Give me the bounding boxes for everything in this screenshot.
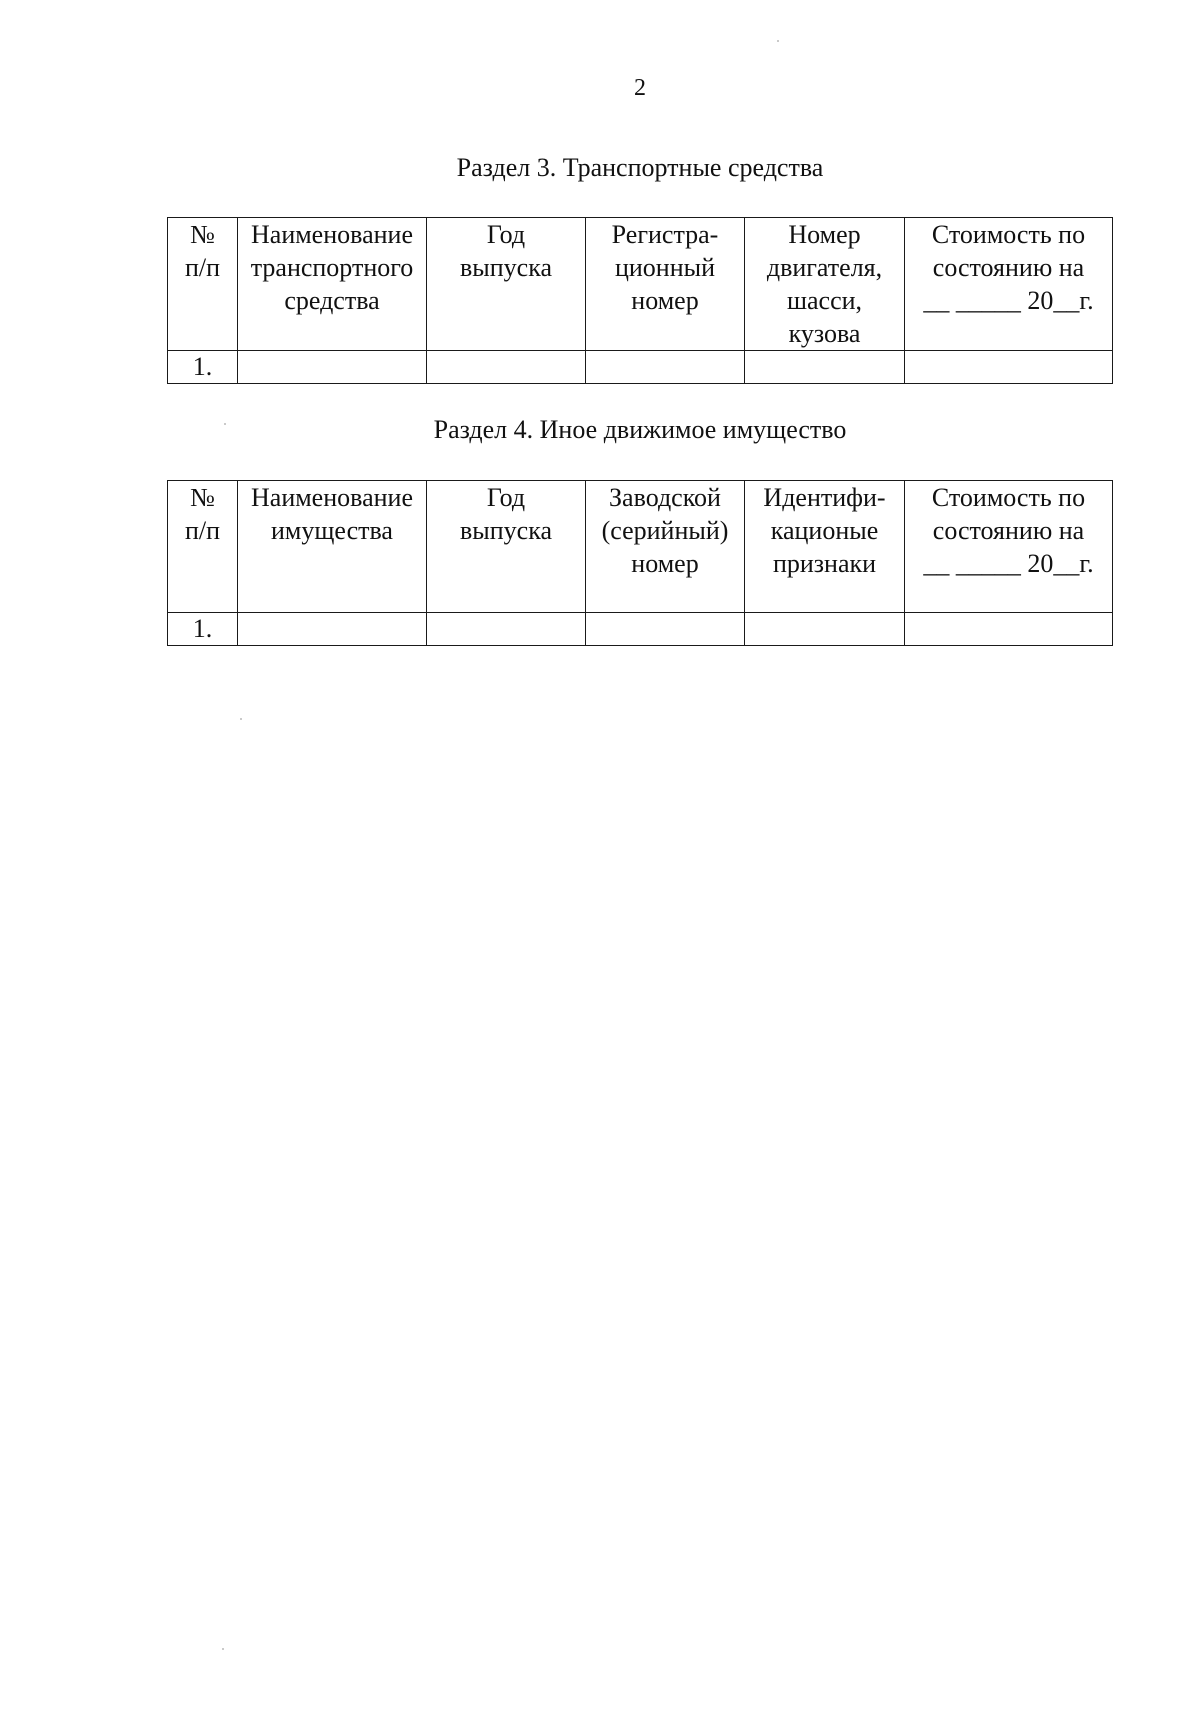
table-cell[interactable] [238,351,427,384]
scan-speck [777,40,779,42]
header-line: № [190,220,215,249]
header-line: состоянию на [932,516,1085,545]
header-line: номер [631,549,699,578]
table-header-row [168,481,1113,613]
header-line: выпуска [460,516,552,545]
column-header-value-as-of [905,218,1113,351]
section-4-table [167,480,1113,646]
header-line: Номер [788,220,861,249]
column-header-engine-chassis-body-number [745,218,905,351]
header-line: Год [486,483,526,512]
header-line: п/п [184,253,221,282]
column-header-vehicle-name [238,218,427,351]
table-cell[interactable] [905,351,1113,384]
table-cell-number: 1. [168,351,238,384]
header-line: состоянию на [932,253,1085,282]
scan-speck [222,1648,224,1650]
table-cell[interactable] [427,351,586,384]
header-line: __ _____ 20__г. [923,549,1094,578]
header-line: (серийный) [601,516,729,545]
header-line: имущества [271,516,393,545]
table-row [168,351,1113,384]
header-line: __ _____ 20__г. [923,286,1094,315]
header-line: Стоимость по [931,483,1086,512]
header-line: № [190,483,215,512]
column-header-property-name [238,481,427,613]
table-cell[interactable] [586,351,745,384]
header-line: кационые [770,516,879,545]
header-line: Стоимость по [931,220,1086,249]
table-cell[interactable] [905,613,1113,646]
column-header-number [168,218,238,351]
column-header-identification-features [745,481,905,613]
column-header-year [427,481,586,613]
header-line: шасси, [786,286,863,315]
column-header-registration-number [586,218,745,351]
page-number: 2 [634,75,646,101]
table-header-row [168,218,1113,351]
header-line: кузова [788,319,861,348]
header-line: ционный [614,253,716,282]
table-cell[interactable] [745,351,905,384]
header-line: Идентифи- [763,483,886,512]
scan-speck [224,423,226,425]
column-header-number [168,481,238,613]
scan-speck [240,718,242,720]
column-header-year [427,218,586,351]
header-line: Год [486,220,526,249]
section-3-title: Раздел 3. Транспортные средства [456,153,824,182]
column-header-value-as-of [905,481,1113,613]
header-line: выпуска [460,253,552,282]
section-4-title: Раздел 4. Иное движимое имущество [433,415,847,444]
table-cell-number: 1. [168,613,238,646]
header-line: п/п [184,516,221,545]
header-line: признаки [772,549,877,578]
section-3-table [167,217,1113,384]
header-line: номер [631,286,699,315]
table-cell[interactable] [238,613,427,646]
table-cell[interactable] [745,613,905,646]
header-line: транспортного [250,253,414,282]
header-line: Регистра- [611,220,719,249]
table-cell[interactable] [427,613,586,646]
header-line: Наименование [251,483,413,512]
column-header-serial-number [586,481,745,613]
header-line: Наименование [251,220,413,249]
table-row [168,613,1113,646]
header-line: Заводской [609,483,721,512]
header-line: двигателя, [766,253,883,282]
header-line: средства [284,286,380,315]
table-cell[interactable] [586,613,745,646]
